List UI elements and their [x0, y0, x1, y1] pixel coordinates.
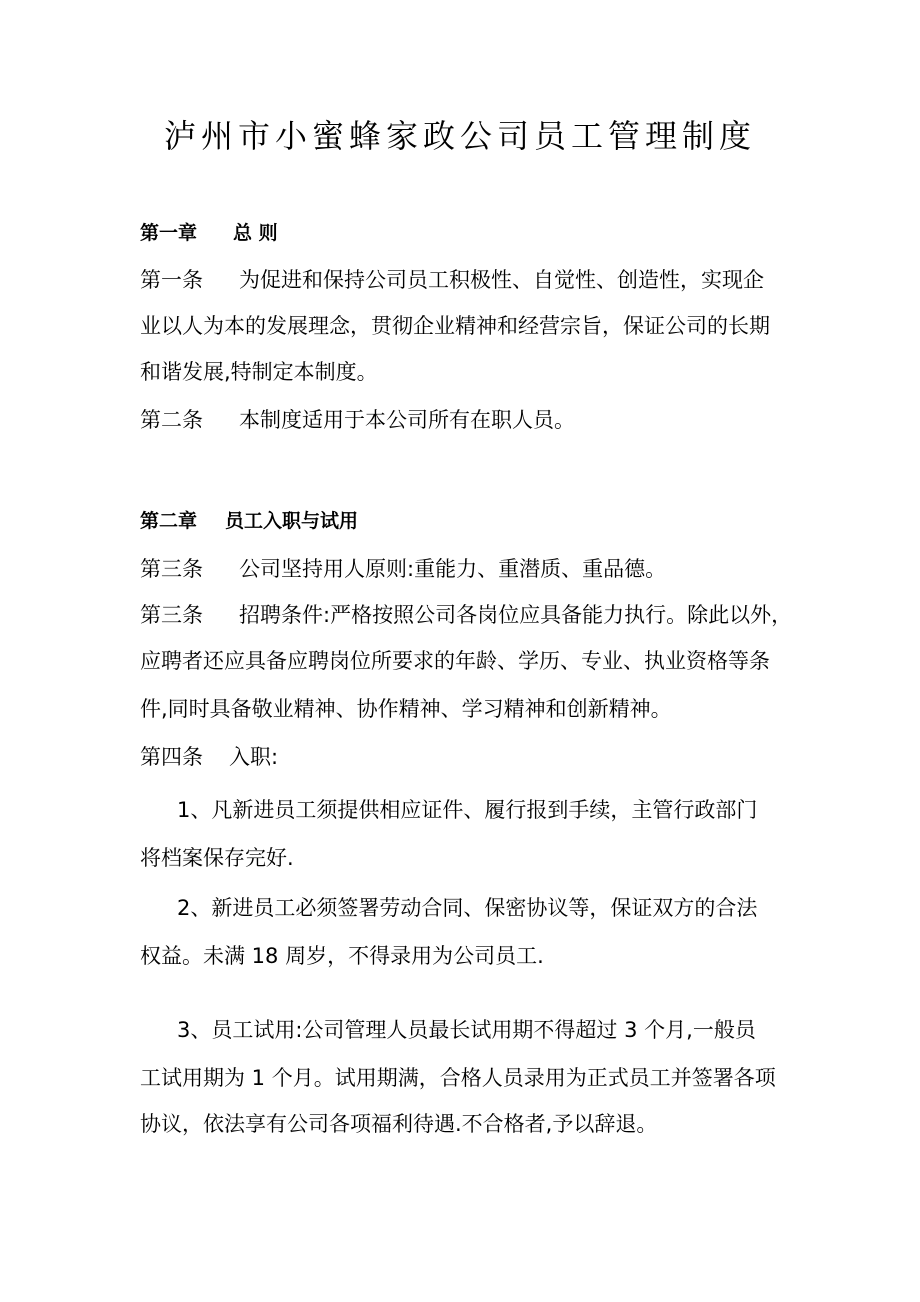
article-text: 公司坚持用人原则:重能力、重潜质、重品德。 — [239, 557, 667, 581]
document-title: 泸州市小蜜蜂家政公司员工管理制度 — [163, 117, 756, 155]
article-1 — [140, 267, 764, 293]
list-item-2-line: 权益。未满 18 周岁，不得录用为公司员工. — [140, 944, 544, 968]
article-text: 为促进和保持公司员工积极性、自觉性、创造性，实现企 — [239, 268, 764, 292]
list-item-1-line: 将档案保存完好. — [140, 846, 294, 870]
list-item-3-line: 工试用期为 1 个月。试用期满，合格人员录用为正式员工并签署各项 — [140, 1066, 776, 1090]
list-item-1: 1、凡新进员工须提供相应证件、履行报到手续，主管行政部门 — [177, 798, 758, 822]
chapter-2-heading — [140, 508, 358, 534]
article-2 — [140, 407, 575, 433]
article-text: 入职: — [229, 745, 279, 769]
article-label: 第三条 — [140, 557, 203, 581]
article-label: 第三条 — [140, 603, 203, 627]
chapter-name: 总 则 — [233, 222, 278, 244]
article-text: 招聘条件:严格按照公司各岗位应具备能力执行。除此以外， — [239, 603, 793, 627]
article-1-line: 业以人为本的发展理念，贯彻企业精神和经营宗旨，保证公司的长期 — [140, 314, 770, 338]
chapter-name: 员工入职与试用 — [225, 510, 359, 532]
chapter-1-heading — [140, 220, 278, 246]
article-3b-line: 件,同时具备敬业精神、协作精神、学习精神和创新精神。 — [140, 697, 672, 721]
article-label: 第二条 — [140, 408, 203, 432]
article-text: 本制度适用于本公司所有在职人员。 — [239, 408, 575, 432]
article-1-line: 和谐发展,特制定本制度。 — [140, 360, 378, 384]
article-3a — [140, 556, 666, 582]
article-3b-line: 应聘者还应具备应聘岗位所要求的年龄、学历、专业、执业资格等条 — [140, 649, 770, 673]
chapter-label: 第二章 — [140, 510, 198, 532]
list-item-3-line: 协议，依法享有公司各项福利待遇.不合格者,予以辞退。 — [140, 1112, 658, 1136]
article-3b — [140, 602, 792, 628]
article-label: 第一条 — [140, 268, 203, 292]
list-item-3: 3、员工试用:公司管理人员最长试用期不得超过 3 个月,一般员 — [177, 1018, 756, 1042]
chapter-label: 第一章 — [140, 222, 198, 244]
list-item-2: 2、新进员工必须签署劳动合同、保密协议等，保证双方的合法 — [177, 896, 758, 920]
article-4 — [140, 744, 278, 770]
article-label: 第四条 — [140, 745, 203, 769]
